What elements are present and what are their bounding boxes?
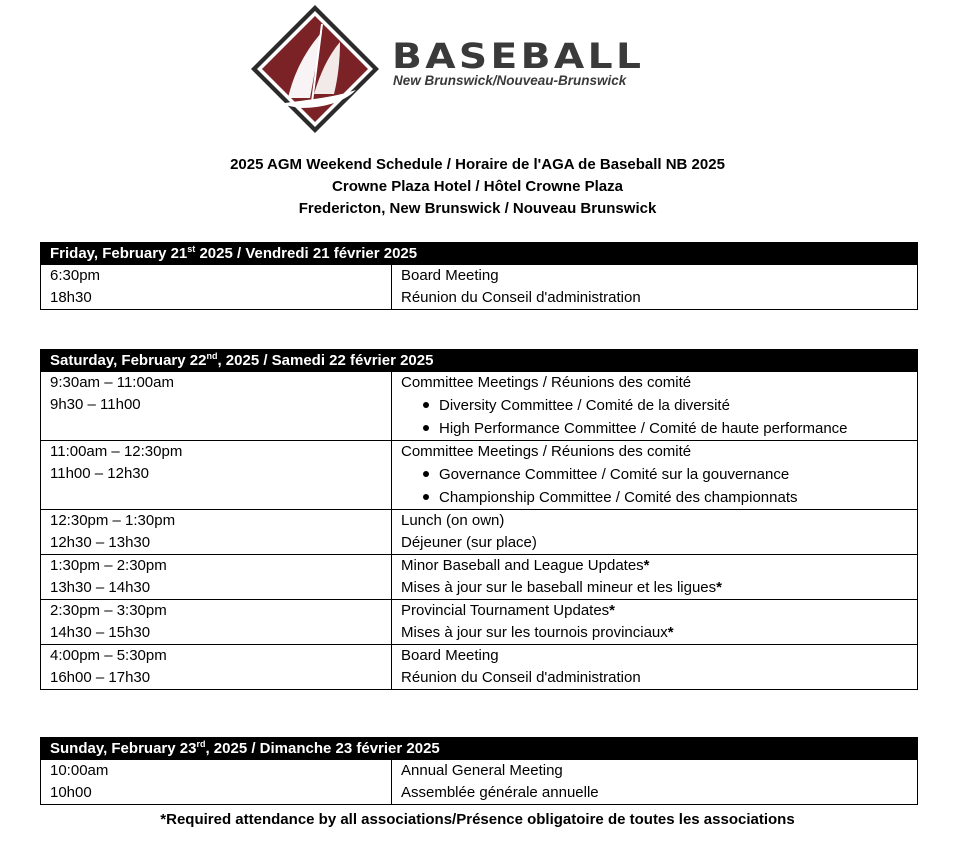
activity-cell: Board Meeting Réunion du Conseil d'administration bbox=[392, 645, 918, 690]
friday-header: Friday, February 21st 2025 / Vendredi 21 février 2025 bbox=[41, 243, 918, 265]
list-item: Diversity Committee / Comité de la diversité bbox=[401, 394, 908, 417]
location-line: Fredericton, New Brunswick / Nouveau Brunswick bbox=[298, 200, 657, 217]
required-marker: * bbox=[609, 602, 616, 619]
sailboat-diamond-icon bbox=[248, 2, 382, 136]
required-marker: * bbox=[643, 557, 650, 574]
table-row bbox=[41, 441, 918, 510]
required-marker: * bbox=[716, 579, 722, 596]
time-cell: 12:30pm – 1:30pm 12h30 – 13h30 bbox=[41, 510, 392, 555]
time-cell: 10:00am 10h00 bbox=[41, 760, 392, 805]
table-row bbox=[41, 555, 918, 600]
list-item: Governance Committee / Comité sur la gouvernance bbox=[401, 463, 908, 486]
table-row bbox=[41, 510, 918, 555]
table-row bbox=[41, 265, 918, 310]
time-cell: 11:00am – 12:30pm 11h00 – 12h30 bbox=[41, 441, 392, 510]
table-row bbox=[41, 372, 918, 441]
activity-cell: Board Meeting Réunion du Conseil d'administration bbox=[392, 265, 918, 310]
list-item: High Performance Committee / Comité de haute performance bbox=[401, 417, 908, 440]
time-cell: 6:30pm 18h30 bbox=[41, 265, 392, 310]
activity-cell: Committee Meetings / Réunions des comité Governance Committee / Comité sur la gouvernance Championship Committee / Comité des championnats bbox=[392, 441, 918, 510]
activity-cell: Committee Meetings / Réunions des comité Diversity Committee / Comité de la diversité High Performance Committee / Comité de haute performance bbox=[392, 372, 918, 441]
table-row bbox=[41, 600, 918, 645]
table-row bbox=[41, 760, 918, 805]
table-row bbox=[41, 645, 918, 690]
list-item: Championship Committee / Comité des championnats bbox=[401, 486, 908, 509]
time-cell: 4:00pm – 5:30pm 16h00 – 17h30 bbox=[41, 645, 392, 690]
activity-cell: Provincial Tournament Updates* Mises à jour sur les tournois provinciaux* bbox=[392, 600, 918, 645]
brand-word: BASEBALL bbox=[392, 37, 645, 77]
sunday-schedule-table bbox=[40, 737, 918, 805]
time-cell: 2:30pm – 3:30pm 14h30 – 15h30 bbox=[41, 600, 392, 645]
required-attendance-note: *Required attendance by all associations/Présence obligatoire de toutes les associations bbox=[160, 811, 795, 828]
schedule-title: 2025 AGM Weekend Schedule / Horaire de l'AGA de Baseball NB 2025 bbox=[230, 156, 725, 173]
time-cell: 1:30pm – 2:30pm 13h30 – 14h30 bbox=[41, 555, 392, 600]
sunday-header: Sunday, February 23rd, 2025 / Dimanche 23 février 2025 bbox=[41, 738, 918, 760]
baseball-nb-logo bbox=[248, 2, 698, 134]
saturday-header: Saturday, February 22nd, 2025 / Samedi 22 février 2025 bbox=[41, 350, 918, 372]
saturday-schedule-table bbox=[40, 349, 918, 690]
brand-subtitle: New Brunswick/Nouveau-Brunswick bbox=[393, 73, 627, 88]
friday-schedule-table bbox=[40, 242, 918, 310]
time-cell: 9:30am – 11:00am 9h30 – 11h00 bbox=[41, 372, 392, 441]
required-marker: * bbox=[667, 624, 674, 641]
activity-cell: Minor Baseball and League Updates* Mises à jour sur le baseball mineur et les ligues* bbox=[392, 555, 918, 600]
activity-cell: Annual General Meeting Assemblée générale annuelle bbox=[392, 760, 918, 805]
venue-line: Crowne Plaza Hotel / Hôtel Crowne Plaza bbox=[332, 178, 623, 195]
activity-cell: Lunch (on own) Déjeuner (sur place) bbox=[392, 510, 918, 555]
